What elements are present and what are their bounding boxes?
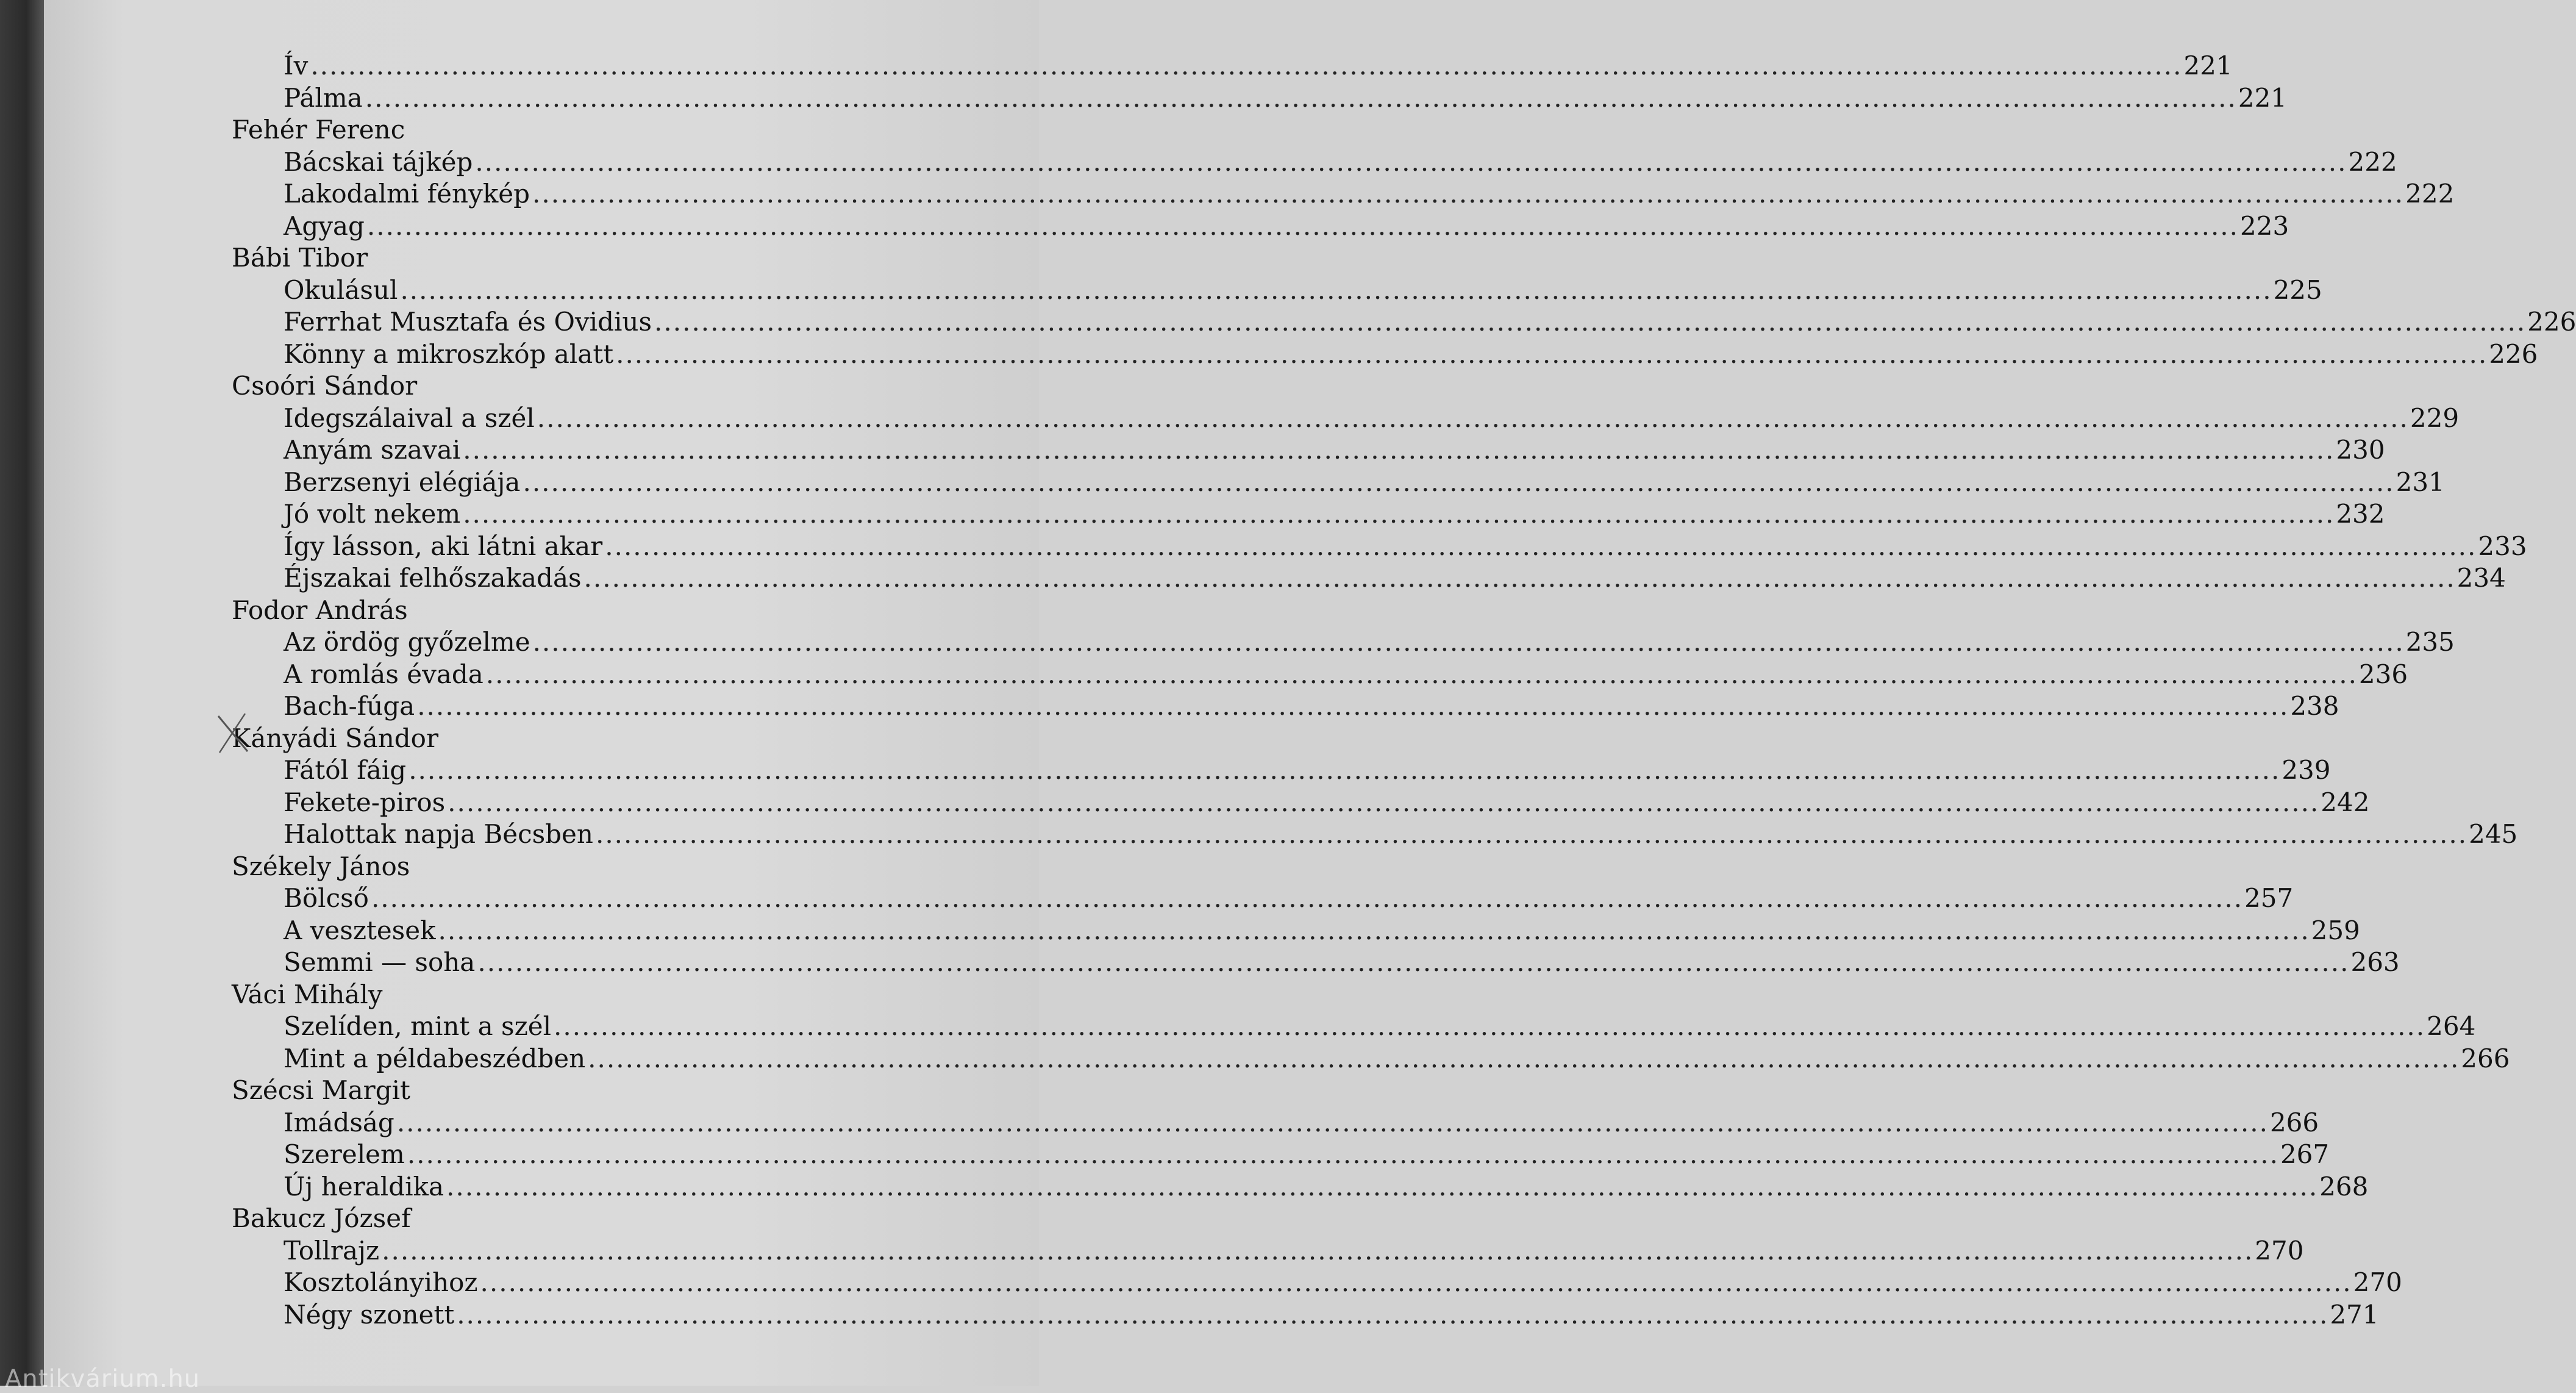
dot-leader: ........................................................................................................................................................................................................ — [654, 307, 2527, 337]
page-number: 263 — [2350, 947, 2400, 977]
page-number: 222 — [2348, 146, 2397, 177]
toc-entry — [284, 274, 2322, 306]
author-heading: Kányádi Sándor — [232, 723, 439, 753]
toc-entry — [284, 626, 2455, 658]
page-number: 230 — [2336, 435, 2385, 465]
page-number: 235 — [2405, 627, 2455, 657]
poem-title: Agyag — [284, 210, 365, 241]
toc-entry — [284, 146, 2397, 178]
author-heading: Bakucz József — [232, 1203, 411, 1233]
poem-title: Tollrajz — [284, 1235, 380, 1266]
poem-title: Bölcső — [284, 883, 369, 913]
page-number: 222 — [2405, 179, 2455, 209]
poem-title: Az ördög győzelme — [284, 627, 530, 657]
dot-leader: ........................................................................................................................................................................................................ — [532, 627, 2405, 657]
poem-title: Ferrhat Musztafa és Ovidius — [284, 307, 652, 337]
dot-leader: ........................................................................................................................................................................................................ — [396, 1107, 2269, 1137]
poem-title: Így lásson, aki látni akar — [284, 531, 603, 561]
dot-leader: ........................................................................................................................................................................................................ — [448, 787, 2320, 817]
page-number: 267 — [2280, 1139, 2330, 1169]
dot-leader: ........................................................................................................................................................................................................ — [438, 915, 2310, 945]
toc-entry — [284, 531, 2527, 562]
dot-leader: ........................................................................................................................................................................................................ — [537, 403, 2409, 433]
poem-title: Szerelem — [284, 1139, 405, 1169]
dot-leader: ........................................................................................................................................................................................................ — [310, 51, 2183, 81]
dot-leader: ........................................................................................................................................................................................................ — [595, 819, 2468, 849]
toc-entry — [284, 210, 2289, 242]
page-number: 239 — [2282, 755, 2331, 785]
page-number: 233 — [2478, 531, 2527, 561]
toc-entry — [284, 690, 2339, 722]
toc-entry — [284, 883, 2294, 914]
poem-title: Bach-fúga — [284, 691, 415, 721]
poem-title: Okulásul — [284, 274, 398, 305]
page-number: 270 — [2255, 1235, 2304, 1266]
book-spine-shadow — [0, 0, 44, 1386]
page-number: 257 — [2244, 883, 2294, 913]
toc-entry — [284, 467, 2445, 498]
dot-leader: ........................................................................................................................................................................................................ — [400, 274, 2272, 305]
toc-entry — [284, 498, 2385, 530]
toc-entry — [284, 1299, 2379, 1331]
dot-leader: ........................................................................................................................................................................................................ — [616, 338, 2488, 369]
toc-entry — [284, 787, 2370, 818]
page-number: 229 — [2410, 403, 2460, 433]
page-number: 234 — [2456, 563, 2506, 593]
dot-leader: ........................................................................................................................................................................................................ — [477, 947, 2350, 977]
toc-entry — [284, 1107, 2319, 1139]
pencil-x-mark-icon — [215, 712, 251, 755]
poem-title: Berzsenyi elégiája — [284, 467, 521, 497]
page-number: 223 — [2240, 210, 2289, 241]
toc-entry — [284, 1267, 2402, 1298]
toc-entry — [284, 562, 2506, 594]
dot-leader: ........................................................................................................................................................................................................ — [366, 210, 2239, 241]
dot-leader: ........................................................................................................................................................................................................ — [463, 499, 2335, 529]
dot-leader: ........................................................................................................................................................................................................ — [457, 1299, 2329, 1330]
page-number: 226 — [2489, 338, 2538, 369]
poem-title: Ív — [284, 51, 309, 81]
toc-entry — [284, 1139, 2330, 1170]
dot-leader: ........................................................................................................................................................................................................ — [588, 1043, 2460, 1073]
dot-leader: ........................................................................................................................................................................................................ — [583, 563, 2456, 593]
dot-leader: ........................................................................................................................................................................................................ — [532, 179, 2405, 209]
page-number: 245 — [2469, 819, 2518, 849]
author-heading: Váci Mihály — [232, 979, 383, 1009]
author-heading: Bábi Tibor — [232, 243, 368, 273]
poem-title: A romlás évada — [284, 659, 483, 689]
toc-entry — [284, 1171, 2369, 1203]
poem-title: Könny a mikroszkóp alatt — [284, 338, 614, 369]
toc-entry — [284, 754, 2331, 786]
page-number: 268 — [2319, 1171, 2369, 1201]
poem-title: Mint a példabeszédben — [284, 1043, 586, 1073]
page-number: 236 — [2358, 659, 2408, 689]
toc-entry — [284, 1043, 2510, 1075]
toc-entry — [284, 915, 2360, 947]
toc-entry — [284, 82, 2288, 114]
dot-leader: ........................................................................................................................................................................................................ — [417, 691, 2289, 721]
poem-title: Idegszálaival a szél — [284, 403, 535, 433]
poem-title: Négy szonett — [284, 1299, 455, 1330]
poem-title: Pálma — [284, 82, 363, 113]
poem-title: Bácskai tájkép — [284, 146, 473, 177]
poem-title: Új heraldika — [284, 1171, 444, 1201]
dot-leader: ........................................................................................................................................................................................................ — [480, 1267, 2352, 1297]
poem-title: Fától fáig — [284, 755, 407, 785]
toc-entry — [284, 50, 2233, 82]
poem-title: Éjszakai felhőszakadás — [284, 563, 582, 593]
page-number: 264 — [2427, 1011, 2476, 1041]
toc-entry — [284, 434, 2385, 466]
toc-entry — [284, 338, 2538, 370]
dot-leader: ........................................................................................................................................................................................................ — [382, 1235, 2254, 1266]
page-number: 242 — [2321, 787, 2370, 817]
poem-title: Anyám szavai — [284, 435, 461, 465]
author-heading: Fodor András — [232, 595, 408, 625]
dot-leader: ........................................................................................................................................................................................................ — [605, 531, 2477, 561]
poem-title: Halottak napja Bécsben — [284, 819, 593, 849]
dot-leader: ........................................................................................................................................................................................................ — [475, 146, 2347, 177]
page-number: 231 — [2396, 467, 2445, 497]
author-heading: Csoóri Sándor — [232, 371, 418, 401]
poem-title: Semmi — soha — [284, 947, 476, 977]
toc-entry — [284, 403, 2460, 434]
page-number: 221 — [2183, 51, 2233, 81]
page-number: 266 — [2461, 1043, 2510, 1073]
toc-entry — [284, 947, 2400, 978]
toc-entry — [284, 306, 2576, 338]
book-page — [44, 0, 2576, 1386]
page-number: 266 — [2269, 1107, 2319, 1137]
author-heading: Szécsi Margit — [232, 1075, 410, 1105]
toc-entry — [284, 1011, 2476, 1042]
poem-title: Kosztolányihoz — [284, 1267, 478, 1297]
dot-leader: ........................................................................................................................................................................................................ — [407, 1139, 2279, 1169]
page-number: 226 — [2527, 307, 2576, 337]
author-heading: Székely János — [232, 851, 410, 881]
poem-title: Szelíden, mint a szél — [284, 1011, 552, 1041]
dot-leader: ........................................................................................................................................................................................................ — [485, 659, 2358, 689]
page-number: 259 — [2311, 915, 2360, 945]
dot-leader: ........................................................................................................................................................................................................ — [371, 883, 2244, 913]
poem-title: Jó volt nekem — [284, 499, 461, 529]
dot-leader: ........................................................................................................................................................................................................ — [365, 82, 2237, 113]
watermark: Antikvárium.hu — [5, 1365, 201, 1393]
poem-title: Fekete-piros — [284, 787, 446, 817]
toc-entry — [284, 178, 2455, 210]
page-number: 270 — [2353, 1267, 2402, 1297]
page-number: 238 — [2290, 691, 2339, 721]
poem-title: Imádság — [284, 1107, 394, 1137]
dot-leader: ........................................................................................................................................................................................................ — [446, 1171, 2319, 1201]
toc-entry — [284, 659, 2408, 690]
poem-title: A vesztesek — [284, 915, 436, 945]
dot-leader: ........................................................................................................................................................................................................ — [523, 467, 2395, 497]
author-heading: Fehér Ferenc — [232, 115, 405, 145]
dot-leader: ........................................................................................................................................................................................................ — [463, 435, 2335, 465]
page-number: 232 — [2336, 499, 2385, 529]
page-number: 271 — [2330, 1299, 2379, 1330]
page-number: 225 — [2273, 274, 2322, 305]
toc-entry — [284, 818, 2518, 850]
toc-entry — [284, 1235, 2304, 1267]
dot-leader: ........................................................................................................................................................................................................ — [409, 755, 2281, 785]
page-number: 221 — [2238, 82, 2288, 113]
poem-title: Lakodalmi fénykép — [284, 179, 530, 209]
dot-leader: ........................................................................................................................................................................................................ — [554, 1011, 2426, 1041]
